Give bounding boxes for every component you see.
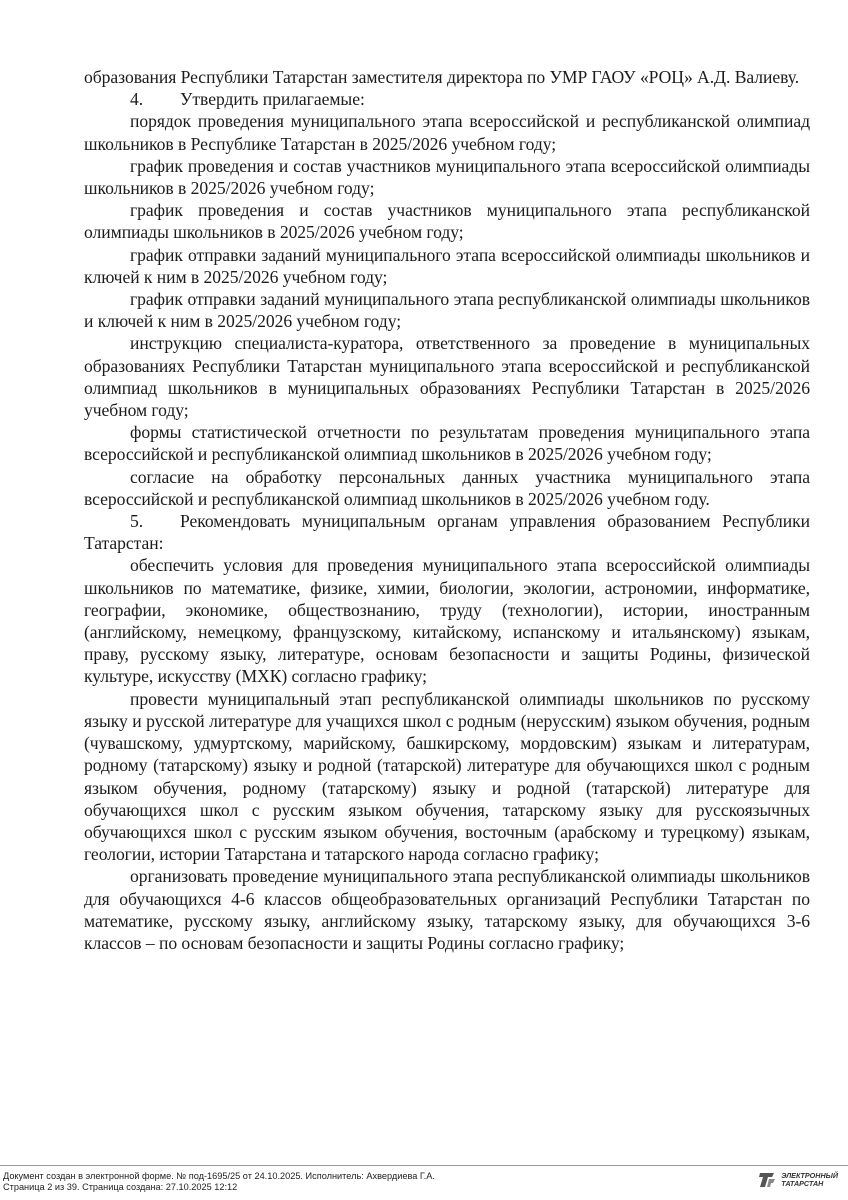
footer-page-info: Страница 2 из 39. Страница создана: 27.10.2025 12:12	[3, 1182, 238, 1192]
logo-text-line1: ЭЛЕКТРОННЫЙ	[781, 1171, 838, 1180]
paragraph-provide-conditions: обеспечить условия для проведения муниципального этапа всероссийской олимпиады школьников по математике, физике, химии, биологии, экологии, астрономии, информатике, географии, экономике, обществознанию, труду (технологии), истории, иностранным (английскому, немецкому, французскому, китайскому, испанскому и итальянскому) языкам, праву, русскому языку, литературе, основам безопасности и защиты Родины, физической культуре, искусству (МХК) согласно графику;	[84, 555, 810, 687]
item-4-text: Утвердить прилагаемые:	[180, 89, 365, 110]
paragraph-tasks-republican: график отправки заданий муниципального этапа республиканской олимпиады школьников и ключей к ним в 2025/2026 учебном году;	[84, 289, 810, 332]
paragraph-organize-stage: организовать проведение муниципального этапа республиканской олимпиады школьников для обучающихся 4-6 классов общеобразовательных организаций Республики Татарстан по математике, русскому языку, английскому языку, татарскому языку, для обучающихся 3-6 классов – по основам безопасности и защиты Родины согласно графику;	[84, 866, 810, 953]
paragraph-order: порядок проведения муниципального этапа всероссийской и республиканской олимпиад школьников в Республике Татарстан в 2025/2026 учебном году;	[84, 111, 810, 154]
item-5	[84, 510, 810, 554]
paragraph-statistics-forms: формы статистической отчетности по результатам проведения муниципального этапа всероссийской и республиканской олимпиад школьников в 2025/2026 учебном году;	[84, 422, 810, 465]
item-5-text: Рекомендовать муниципальным органам управления образованием Республики Татарстан:	[84, 511, 810, 554]
paragraph-schedule-republican: график проведения и состав участников муниципального этапа республиканской олимпиады школьников в 2025/2026 учебном году;	[84, 200, 810, 243]
electronic-tatarstan-logo	[757, 1171, 838, 1189]
paragraph-tasks-all-russian: график отправки заданий муниципального этапа всероссийской олимпиады школьников и ключей к ним в 2025/2026 учебном году;	[84, 244, 810, 287]
electronic-tatarstan-logo-icon	[757, 1171, 777, 1189]
logo-text-line2: ТАТАРСТАН	[781, 1179, 824, 1188]
paragraph-instruction: инструкцию специалиста-куратора, ответственного за проведение в муниципальных образованиях Республики Татарстан муниципального этапа всероссийской и республиканской олимпиад школьников в муниципальных образованиях Республики Татарстан в 2025/2026 учебном году;	[84, 333, 810, 421]
paragraph-continuation: образования Республики Татарстан заместителя директора по УМР ГАОУ «РОЦ» А.Д. Валиеву.	[84, 67, 800, 87]
item-4-number: 4.	[130, 89, 144, 110]
page-footer	[0, 1165, 848, 1200]
logo-text	[781, 1172, 838, 1188]
footer-document-info: Документ создан в электронной форме. № под-1695/25 от 24.10.2025. Исполнитель: Ахвердиева Г.А.	[3, 1171, 435, 1181]
paragraph-consent: согласие на обработку персональных данных участника муниципального этапа всероссийской и республиканской олимпиад школьников в 2025/2026 учебном году.	[84, 466, 810, 509]
item-5-number: 5.	[130, 511, 144, 532]
paragraph-conduct-stage: провести муниципальный этап республиканской олимпиады школьников по русскому языку и русской литературе для учащихся школ с родным (нерусским) языком обучения, родным (чувашскому, удмуртскому, марийскому, башкирскому, мордовским) языкам и литературам, родному (татарскому) языку и родной (татарской) литературе для обучающихся школ с родным языком обучения, родному (татарскому) языку и родной (татарской) литературе для обучающихся школ с русским языком обучения, татарскому языку для русскоязычных обучающихся школ с русским языком обучения, восточным (арабскому и турецкому) языкам, геологии, истории Татарстана и татарского народа согласно графику;	[84, 688, 810, 865]
paragraph-schedule-all-russian: график проведения и состав участников муниципального этапа всероссийской олимпиады школьников в 2025/2026 учебном году;	[84, 155, 810, 199]
footer-text	[3, 1171, 435, 1193]
document-body	[84, 66, 810, 954]
item-4	[84, 88, 810, 110]
